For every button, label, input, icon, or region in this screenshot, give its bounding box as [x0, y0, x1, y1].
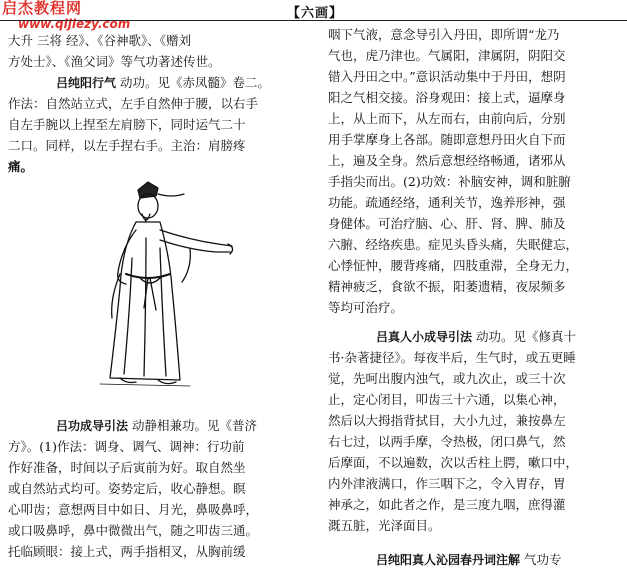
entry-title: 吕真人小成导引法: [376, 330, 473, 344]
text-line: 二口。同样，以左手捏右手。主治：肩膀疼: [8, 138, 246, 153]
text-line: 或自然站式均可。姿势定后，收心静想。瞑: [8, 481, 246, 496]
text-line: 心叩齿；意想两目中如日、月光，鼻吸鼻呼，: [8, 502, 259, 517]
text-line: 作好准备，时间以子后寅前为好。取自然坐: [8, 460, 246, 475]
text-line: 托临顾眼：接上式，两手指相叉，从胸前缓: [8, 544, 246, 559]
entry-subtitle: 动静相兼功。见《普济: [132, 418, 258, 433]
text-line: 等均可治疗。: [328, 300, 404, 315]
text-line: 自左手腕以上捏至左肩膀下，同时运气二十: [8, 117, 246, 132]
entry-subtitle: 气功专: [524, 552, 562, 567]
text-line: 六腑、经络疾患。症见头昏头痛，失眠健忘，: [328, 237, 579, 252]
entry-subtitle: 动功。见《赤凤髓》卷二。: [120, 75, 271, 90]
text-line: 内外津液满口，作三咽下之，令入胃存，胃: [328, 476, 566, 491]
text-line: 阳之气相交接。浴身观田：接上式，逼摩身: [328, 90, 566, 105]
text-line: 错入丹田之中。”意识活动集中于丹田，想阴: [328, 69, 566, 84]
text-line: 上，遍及全身。然后意想经络畅通，诸邪从: [328, 153, 566, 168]
text-line: 溉五脏，光泽面目。: [328, 518, 441, 533]
page-section-title: 【六画】: [286, 6, 343, 21]
entry-title: 吕纯阳行气: [56, 76, 117, 90]
text-line: 或口吸鼻呼，鼻中微微出气，随之叩齿三通。: [8, 523, 259, 538]
left-column-top: [8, 30, 308, 177]
entry-heading: [328, 549, 622, 571]
left-column-bottom: [8, 415, 308, 562]
standing-figure-drawing: [60, 178, 250, 390]
text-line: 大升 三将 经》、《谷神歌》、《赠刘: [8, 33, 191, 48]
text-line: 止，定心闭目，叩齿三十六通，以集心神，: [328, 392, 566, 407]
text-line: 后摩面，不以遍数，次以舌柱上腭，嗽口中，: [328, 455, 579, 470]
entry-heading: [8, 415, 308, 436]
text-line: 功能。疏通经络，通利关节，逸养形神，强: [328, 195, 566, 210]
text-line: 精神疲乏，食欲不振，阳萎遗精，夜尿频多: [328, 279, 566, 294]
text-line: 觉，先呵出腹内浊气，或九次止，或三十次: [328, 371, 566, 386]
site-watermark: [2, 0, 132, 31]
entry-heading: [8, 72, 308, 93]
text-line: 右七过，以两手摩，令热极，闭口鼻气，然: [328, 434, 566, 449]
text-line: 上，从上而下，从左而右，由前向后，分别: [328, 111, 566, 126]
text-line: 书·杂著捷径》。每夜半后，生气时，或五更睡: [328, 350, 576, 365]
entry-subtitle: 动功。见《修真十: [476, 329, 577, 344]
text-line: 咽下气液，意念导引入丹田，即所谓“龙乃: [328, 27, 560, 42]
text-line: 身健体。可治疗脑、心、肝、肾、脾、肺及: [328, 216, 566, 231]
figure-illustration: [60, 178, 250, 390]
entry-heading: [328, 326, 622, 347]
text-line: 心悸怔忡，腰背疼痛，四肢重滞，全身无力，: [328, 258, 579, 273]
text-line: 作法：自然站立式，左手自然伸于腰，以右手: [8, 96, 259, 111]
entry-title: 吕纯阳真人沁园春丹词注解: [376, 553, 521, 567]
text-line: 用手掌摩身上各部。随即意想丹田火自下而: [328, 132, 566, 147]
right-column-top: [328, 24, 622, 318]
right-column-bottom: [328, 326, 622, 536]
text-line: 方处士》、《渔父词》等气功著述传世。: [8, 54, 221, 69]
text-line: 方》。(1)作法：调身、调气、调神：行功前: [8, 439, 245, 454]
watermark-url: www.qijiezy.com: [18, 17, 131, 31]
entry-title: 吕功成导引法: [56, 419, 129, 433]
text-line: 气也，虎乃津也。气属阳，津属阴，阴阳交: [328, 48, 566, 63]
text-line: 神承之，如此者之作，是三度九咽，庶得灌: [328, 497, 566, 512]
watermark-title: 启杰教程网: [2, 0, 83, 17]
text-line: 然后以大拇指背拭目，大小九过，兼按鼻左: [328, 413, 566, 428]
text-line: 手指尖而出。(2)功效：补脑安神，调和脏腑: [328, 174, 571, 189]
text-line: 痛。: [8, 159, 34, 174]
